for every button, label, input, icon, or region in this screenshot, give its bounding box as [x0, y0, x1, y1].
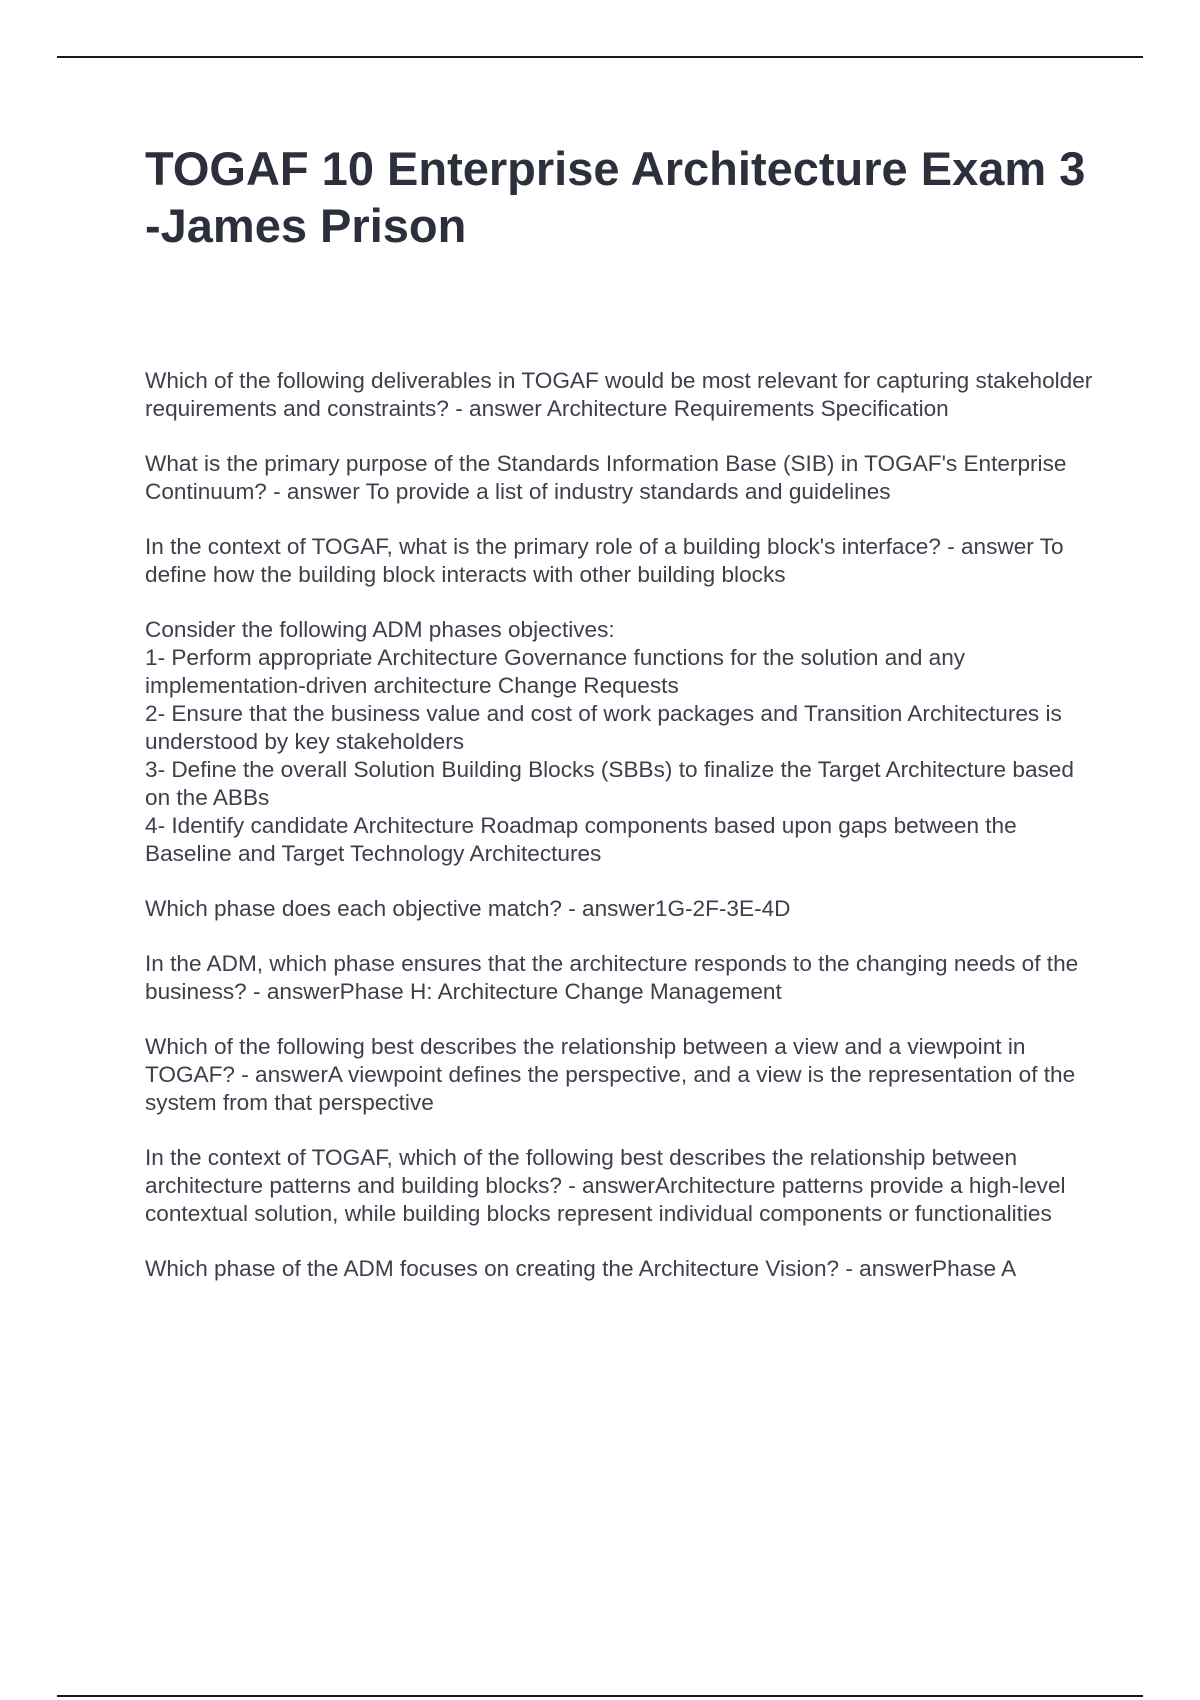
objectives-intro: Consider the following ADM phases objectives: [145, 617, 615, 642]
question-answer-8: In the context of TOGAF, which of the following best describes the relationship between architecture patterns and building blocks? - answerArchitecture patterns provide a high-level contextual solution, while building blocks represent individual components or functionalities [145, 1145, 1066, 1226]
question-answer-3: In the context of TOGAF, what is the primary role of a building block's interface? - answer To define how the building block interacts with other building blocks [145, 534, 1064, 587]
question-answer-1: Which of the following deliverables in TOGAF would be most relevant for capturing stakeholder requirements and constraints? - answer Architecture Requirements Specification [145, 368, 1093, 421]
question-answer-5: Which phase does each objective match? - answer1G-2F-3E-4D [145, 896, 791, 921]
objective-item-3: 3- Define the overall Solution Building Blocks (SBBs) to finalize the Target Architecture based on the ABBs [145, 757, 1074, 810]
objective-item-4: 4- Identify candidate Architecture Roadmap components based upon gaps between the Baseline and Target Technology Architectures [145, 813, 1017, 866]
question-answer-6: In the ADM, which phase ensures that the architecture responds to the changing needs of the business? - answerPhase H: Architecture Change Management [145, 951, 1079, 1004]
question-answer-2: What is the primary purpose of the Standards Information Base (SIB) in TOGAF's Enterprise Continuum? - answer To provide a list of industry standards and guidelines [145, 451, 1067, 504]
question-answer-7: Which of the following best describes the relationship between a view and a viewpoint in TOGAF? - answerA viewpoint defines the perspective, and a view is the representation of the system from that perspective [145, 1034, 1076, 1115]
question-answer-9: Which phase of the ADM focuses on creating the Architecture Vision? - answerPhase A [145, 1256, 1017, 1281]
question-objectives [145, 616, 1095, 868]
document-title: TOGAF 10 Enterprise Architecture Exam 3 -James Prison [145, 142, 1086, 252]
objective-item-2: 2- Ensure that the business value and cost of work packages and Transition Architectures is understood by key stakeholders [145, 701, 1062, 754]
document-body [145, 367, 1095, 1310]
bottom-rule [57, 1695, 1143, 1697]
objective-item-1: 1- Perform appropriate Architecture Governance functions for the solution and any implementation-driven architecture Change Requests [145, 645, 966, 698]
top-rule [57, 56, 1143, 58]
